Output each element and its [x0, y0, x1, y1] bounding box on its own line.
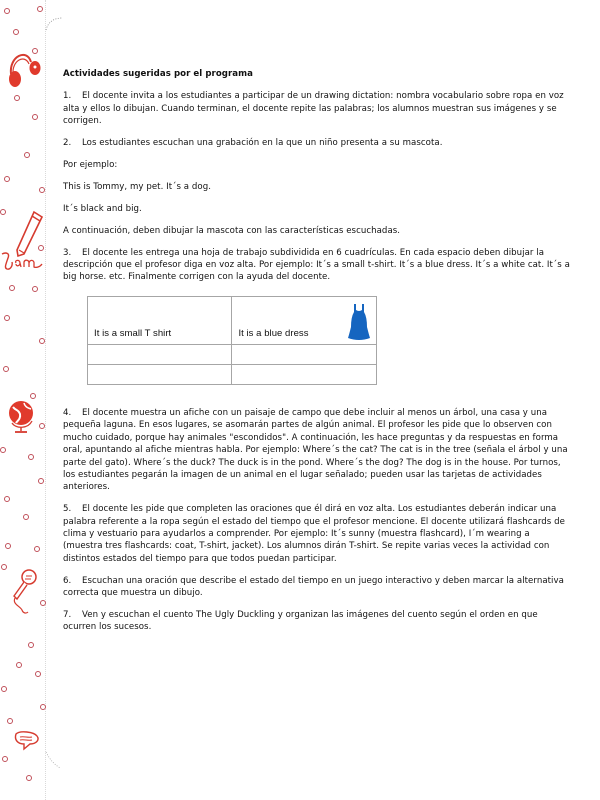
activity-text: El docente invita a los estudiantes a participar de un drawing dictation: nombra vocabulario sobre ropa en voz alta y ellos lo dibujan. Cuando terminan, el docente repite las palabras; los alumnos muestran sus imágenes y se corrigen. [63, 91, 564, 127]
worksheet-grid [87, 296, 377, 385]
decor-dot [1, 564, 7, 570]
globe-icon [6, 399, 36, 435]
decor-dot [3, 366, 9, 372]
decor-dot [7, 718, 13, 724]
decor-dot [4, 8, 10, 14]
decor-dot [28, 454, 34, 460]
microphone-icon [8, 568, 38, 616]
example-label: Por ejemplo: [63, 160, 118, 171]
activity-number: 6. [63, 575, 72, 586]
worksheet-row [88, 296, 377, 344]
document-body [63, 68, 573, 643]
handwritten-iam-decoration [0, 250, 44, 272]
decor-dot [4, 176, 10, 182]
decor-dot [39, 423, 45, 429]
decor-dot [35, 671, 41, 677]
decor-dot [0, 447, 6, 453]
activity-text: El docente les entrega una hoja de trabajo subdividida en 6 cuadrículas. En cada espacio deben dibujar la descripción que el profesor diga en voz alta. Por ejemplo: It´s a small t-shirt. It´s a blue dress. It´s a white cat. It´s a big horse. etc. Finalmente corrigen con la ayuda del docente. [63, 247, 570, 283]
decor-dot [4, 496, 10, 502]
blue-dress-icon [348, 303, 370, 341]
activity-number: 3. [63, 247, 72, 258]
activity-text: El docente les pide que completen las oraciones que él dirá en voz alta. Los estudiantes deberán indicar una palabra referente a la ropa según el estado del tiempo que el profesor mencione. El docente utilizará flashcards de clima y vestuario para ayudarlos a comprender. Por ejemplo: It´s sunny (muestra flashcard), I´m wearing a (muestra tres flashcards: coat, T-shirt, jacket). Los alumnos dirán T-shirt. Se repite varias veces la actividad con distintos estados del tiempo para que todos puedan participar. [63, 504, 575, 564]
worksheet-cell [232, 296, 377, 344]
activity-item [63, 503, 573, 565]
decor-dot [16, 662, 22, 668]
decor-dot [23, 514, 29, 520]
decor-dot [14, 95, 20, 101]
activity-text: Los estudiantes escuchan una grabación en la que un niño presenta a su mascota. [82, 138, 443, 149]
worksheet-row [88, 364, 377, 384]
activity-text: Escuchan una oración que describe el estado del tiempo en un juego interactivo y deben marcar la alternativa correcta que muestra un dibujo. [63, 575, 564, 599]
activity-item [63, 137, 573, 149]
decor-dot [24, 152, 30, 158]
worksheet-cell [88, 364, 232, 384]
activity-item [63, 609, 573, 634]
worksheet-cell [88, 296, 232, 344]
worksheet-cell-text: It is a blue dress [238, 328, 309, 340]
decor-dot [38, 478, 44, 484]
section-heading: Actividades sugeridas por el programa [63, 69, 253, 79]
activity-item [63, 407, 573, 494]
activity-text: El docente muestra un afiche con un paisaje de campo que debe incluir al menos un árbol, una casa y una pequeña laguna. En esos lugares, se asomarán partes de algún animal. El profesor les pide que lo observen con mucho cuidado, porque hay animales "escondidos". A continuación, les hace preguntas y da respuestas en forma oral, apuntando al afiche mientras habla. Por ejemplo: Where´s the cat? The cat is in the tree (señala el árbol y una parte del gato). Where´s the duck? The duck is in the pond. Where´s the dog? The dog is in the house. Por turnos, los estudiantes pegarán la imagen de un animal en el lugar señalado; pueden usar las tarjetas de actividades anteriores. [63, 407, 568, 493]
activity-number: 4. [63, 407, 72, 418]
worksheet-row [88, 344, 377, 364]
decor-dot [5, 543, 11, 549]
activity-number: 2. [63, 138, 72, 149]
margin-divider [45, 0, 46, 800]
decor-dot [40, 600, 46, 606]
example-followup: A continuación, deben dibujar la mascota con las características escuchadas. [63, 225, 401, 236]
decor-dot [2, 756, 8, 762]
decor-dot [40, 704, 46, 710]
activity-item [63, 90, 573, 127]
decor-dot [39, 338, 45, 344]
decor-dot [28, 642, 34, 648]
decor-dot [13, 29, 19, 35]
decor-dot [34, 546, 40, 552]
worksheet-cell [88, 344, 232, 364]
activity-number: 5. [63, 504, 72, 515]
decorative-margin [0, 0, 48, 800]
decor-dot [1, 686, 7, 692]
decor-dot [0, 209, 6, 215]
activity-number: 7. [63, 610, 72, 621]
decor-dot [26, 775, 32, 781]
activity-text: Ven y escuchan el cuento The Ugly Duckling y organizan las imágenes del cuento según el orden en que ocurren los sucesos. [63, 610, 538, 633]
worksheet-cell-text: It is a small T shirt [94, 328, 172, 340]
headphones-icon [5, 46, 41, 88]
dotted-arc-decoration [44, 750, 62, 770]
speech-bubble-icon [12, 730, 40, 752]
decor-dot [9, 285, 15, 291]
decor-dot [4, 315, 10, 321]
decor-dot [39, 187, 45, 193]
example-line: It´s black and big. [63, 203, 142, 214]
decor-dot [37, 6, 43, 12]
activity-item [63, 247, 573, 284]
dotted-arc-decoration [44, 16, 64, 32]
worksheet-cell [232, 364, 377, 384]
decor-dot [32, 286, 38, 292]
activity-number: 1. [63, 91, 72, 102]
activity-item [63, 575, 573, 600]
worksheet-cell [232, 344, 377, 364]
example-line: This is Tommy, my pet. It´s a dog. [63, 181, 211, 192]
decor-dot [32, 114, 38, 120]
